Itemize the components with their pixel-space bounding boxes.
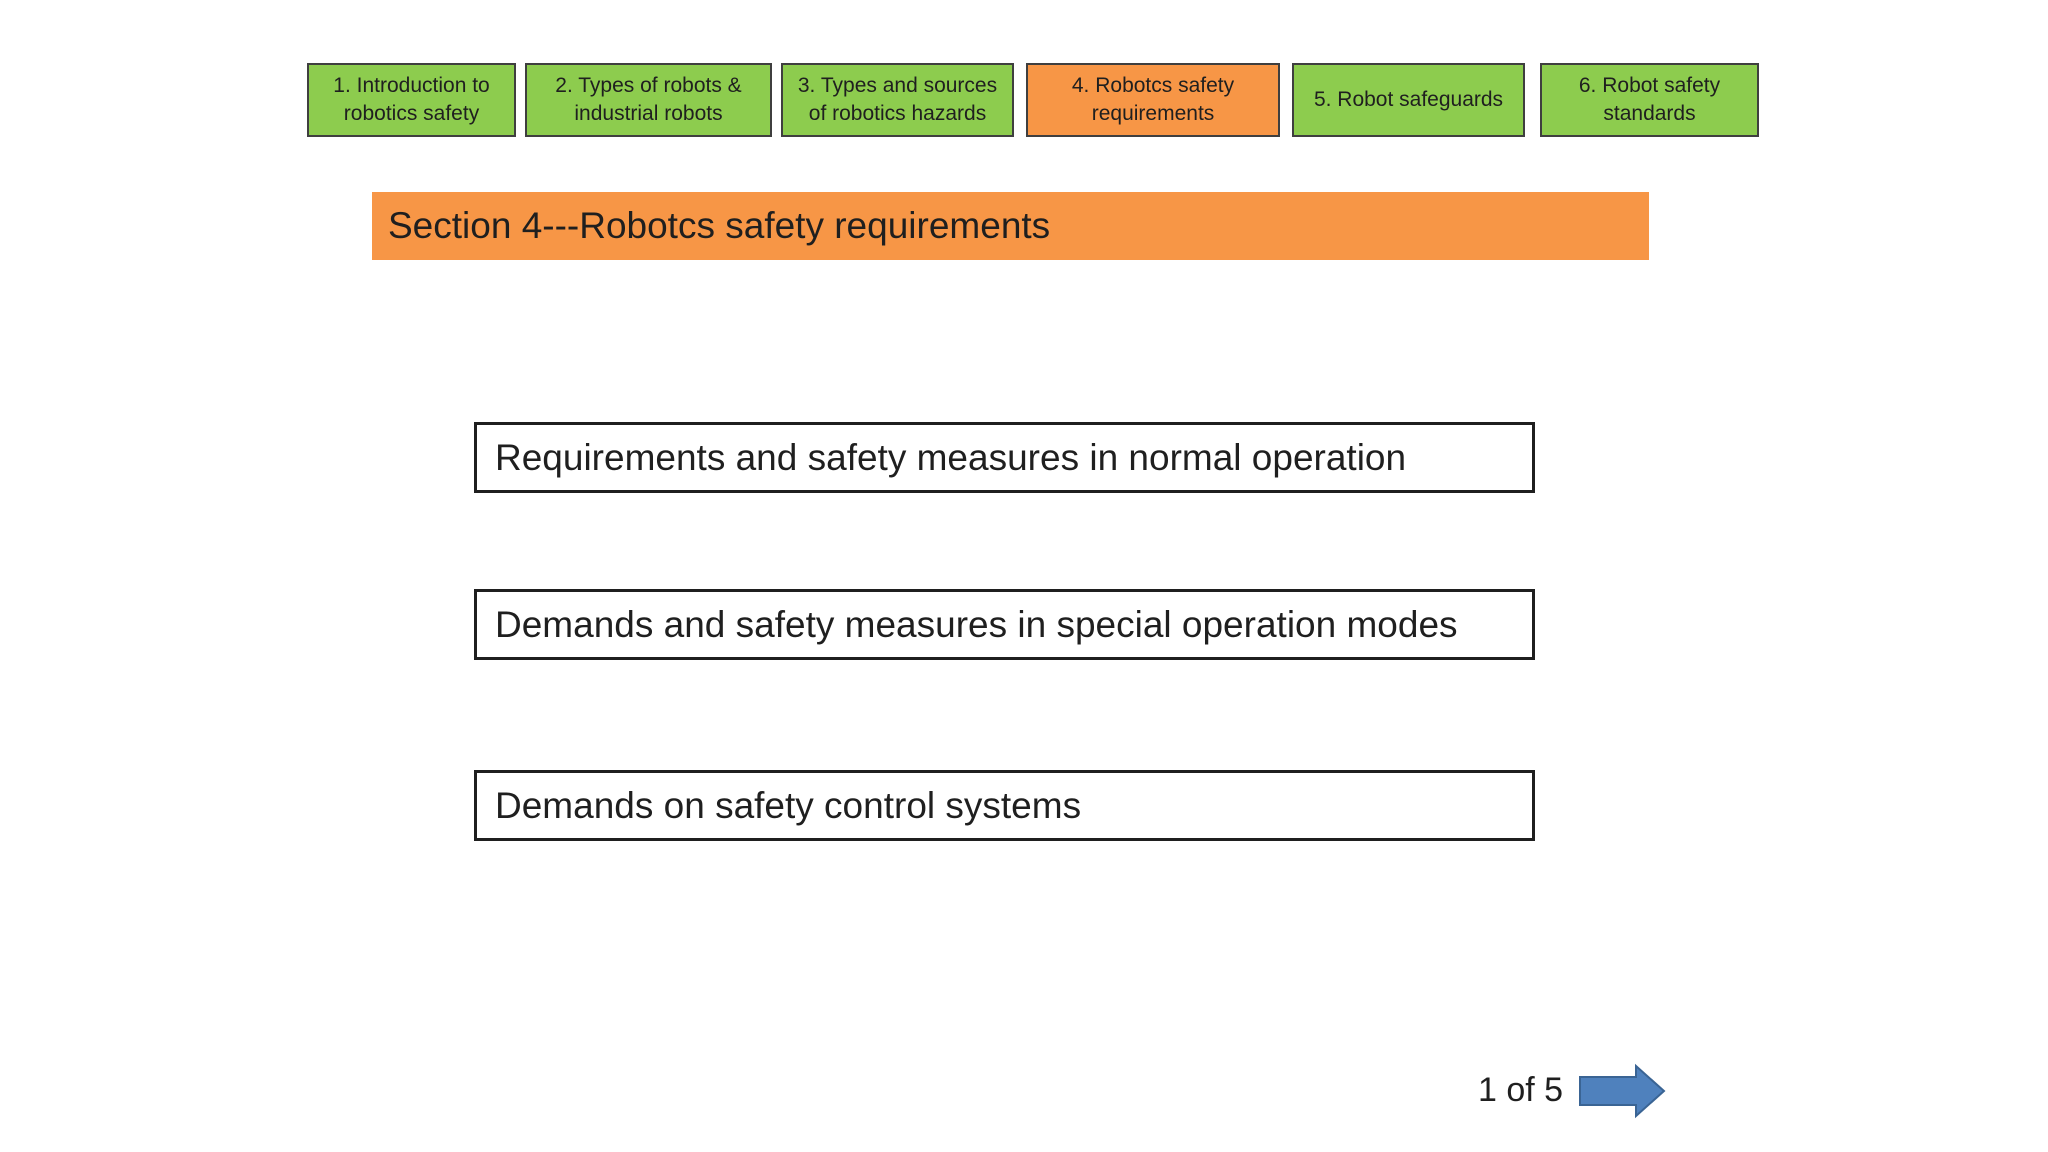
topic-special-operation-modes[interactable]: Demands and safety measures in special operation modes bbox=[474, 589, 1535, 660]
nav-tab-introduction[interactable]: 1. Introduction to robotics safety bbox=[307, 63, 516, 137]
page-indicator: 1 of 5 bbox=[1478, 1070, 1564, 1109]
section-title-banner: Section 4---Robotcs safety requirements bbox=[372, 192, 1649, 260]
nav-tab-safety-standards[interactable]: 6. Robot safety standards bbox=[1540, 63, 1759, 137]
nav-tab-types-of-robots[interactable]: 2. Types of robots & industrial robots bbox=[525, 63, 772, 137]
nav-tab-safety-requirements[interactable]: 4. Robotcs safety requirements bbox=[1026, 63, 1280, 137]
nav-tab-safeguards[interactable]: 5. Robot safeguards bbox=[1292, 63, 1525, 137]
nav-tab-hazards[interactable]: 3. Types and sources of robotics hazards bbox=[781, 63, 1014, 137]
next-arrow-shape bbox=[1580, 1066, 1664, 1116]
topic-safety-control-systems[interactable]: Demands on safety control systems bbox=[474, 770, 1535, 841]
topic-normal-operation[interactable]: Requirements and safety measures in normal operation bbox=[474, 422, 1535, 493]
right-arrow-icon[interactable] bbox=[1578, 1063, 1666, 1119]
